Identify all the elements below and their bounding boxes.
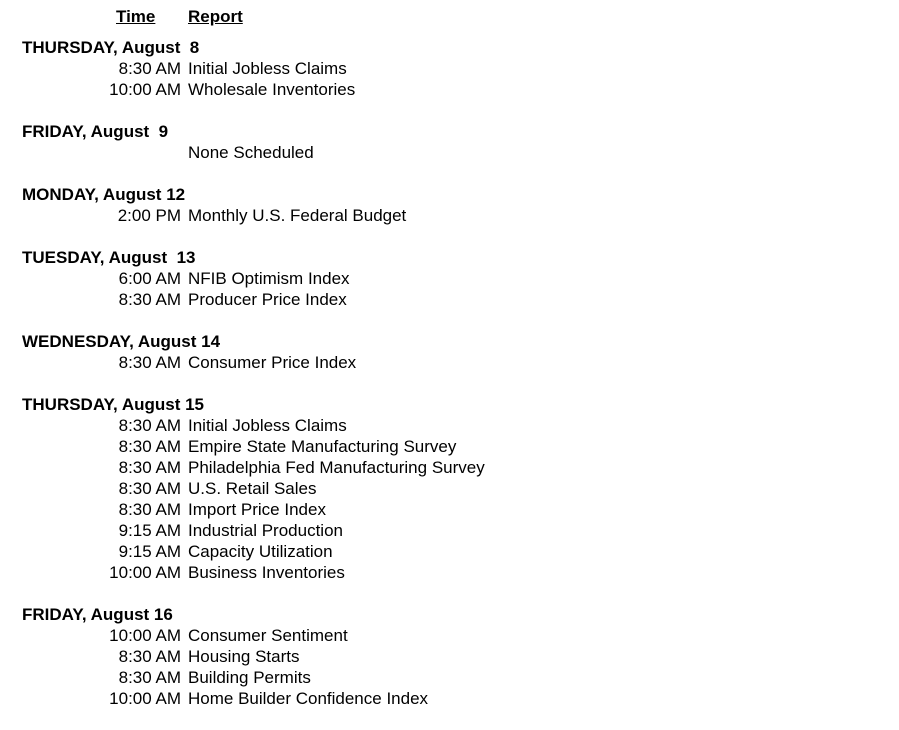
day-heading: THURSDAY, August 8 bbox=[22, 38, 200, 57]
event-time: 2:00 PM bbox=[117, 206, 181, 225]
event-report-name: Industrial Production bbox=[188, 521, 343, 540]
event-row bbox=[0, 352, 899, 373]
event-row bbox=[0, 268, 899, 289]
day-heading: THURSDAY, August 15 bbox=[22, 395, 204, 414]
day-heading: FRIDAY, August 16 bbox=[22, 605, 173, 624]
event-report-name: Housing Starts bbox=[188, 647, 300, 666]
event-row bbox=[0, 205, 899, 226]
day-heading: FRIDAY, August 9 bbox=[22, 122, 169, 141]
event-report-name: Import Price Index bbox=[188, 500, 326, 519]
day-heading: TUESDAY, August 13 bbox=[22, 248, 196, 267]
day-section bbox=[0, 37, 899, 100]
event-report-name: Home Builder Confidence Index bbox=[188, 689, 429, 708]
event-row bbox=[0, 457, 899, 478]
event-report-name: Capacity Utilization bbox=[188, 542, 333, 561]
day-section bbox=[0, 247, 899, 310]
event-time: 8:30 AM bbox=[118, 416, 181, 435]
event-row bbox=[0, 436, 899, 457]
report-column-header: Report bbox=[188, 7, 243, 26]
event-report-name: Initial Jobless Claims bbox=[188, 416, 347, 435]
day-section bbox=[0, 331, 899, 373]
day-heading: MONDAY, August 12 bbox=[22, 185, 186, 204]
event-report-name: U.S. Retail Sales bbox=[188, 479, 317, 498]
event-row bbox=[0, 562, 899, 583]
event-time: 10:00 AM bbox=[109, 626, 181, 645]
schedule-list bbox=[0, 37, 899, 730]
event-time: 10:00 AM bbox=[109, 80, 181, 99]
event-row bbox=[0, 541, 899, 562]
event-time: 8:30 AM bbox=[118, 500, 181, 519]
event-time: 9:15 AM bbox=[118, 521, 181, 540]
event-row bbox=[0, 667, 899, 688]
event-report-name: NFIB Optimism Index bbox=[188, 269, 350, 288]
event-row bbox=[0, 625, 899, 646]
event-row bbox=[0, 499, 899, 520]
time-column-header: Time bbox=[116, 7, 156, 26]
day-heading: WEDNESDAY, August 14 bbox=[22, 332, 221, 351]
event-report-name: Initial Jobless Claims bbox=[188, 59, 347, 78]
event-row bbox=[0, 289, 899, 310]
day-section bbox=[0, 604, 899, 709]
event-report-name: Business Inventories bbox=[188, 563, 345, 582]
event-time: 8:30 AM bbox=[118, 479, 181, 498]
event-time: 8:30 AM bbox=[118, 290, 181, 309]
event-time: 8:30 AM bbox=[118, 647, 181, 666]
event-time: 8:30 AM bbox=[118, 437, 181, 456]
event-report-name: Empire State Manufacturing Survey bbox=[188, 437, 457, 456]
event-report-name: Building Permits bbox=[188, 668, 311, 687]
event-report-name: Monthly U.S. Federal Budget bbox=[188, 206, 407, 225]
event-time: 10:00 AM bbox=[109, 689, 181, 708]
event-time: 9:15 AM bbox=[118, 542, 181, 561]
event-row bbox=[0, 646, 899, 667]
event-report-name: Consumer Sentiment bbox=[188, 626, 348, 645]
event-report-name: None Scheduled bbox=[188, 143, 314, 162]
event-report-name: Producer Price Index bbox=[188, 290, 347, 309]
event-row bbox=[0, 142, 899, 163]
event-row bbox=[0, 58, 899, 79]
event-time: 8:30 AM bbox=[118, 353, 181, 372]
day-section bbox=[0, 184, 899, 226]
event-row bbox=[0, 688, 899, 709]
event-report-name: Wholesale Inventories bbox=[188, 80, 356, 99]
event-row bbox=[0, 79, 899, 100]
event-time: 10:00 AM bbox=[109, 563, 181, 582]
event-time: 6:00 AM bbox=[118, 269, 181, 288]
event-time: 8:30 AM bbox=[118, 59, 181, 78]
event-time: 8:30 AM bbox=[118, 668, 181, 687]
event-row bbox=[0, 520, 899, 541]
event-time: 8:30 AM bbox=[118, 458, 181, 477]
day-section bbox=[0, 394, 899, 583]
event-row bbox=[0, 478, 899, 499]
event-report-name: Consumer Price Index bbox=[188, 353, 357, 372]
day-section bbox=[0, 121, 899, 163]
event-row bbox=[0, 415, 899, 436]
event-report-name: Philadelphia Fed Manufacturing Survey bbox=[188, 458, 485, 477]
